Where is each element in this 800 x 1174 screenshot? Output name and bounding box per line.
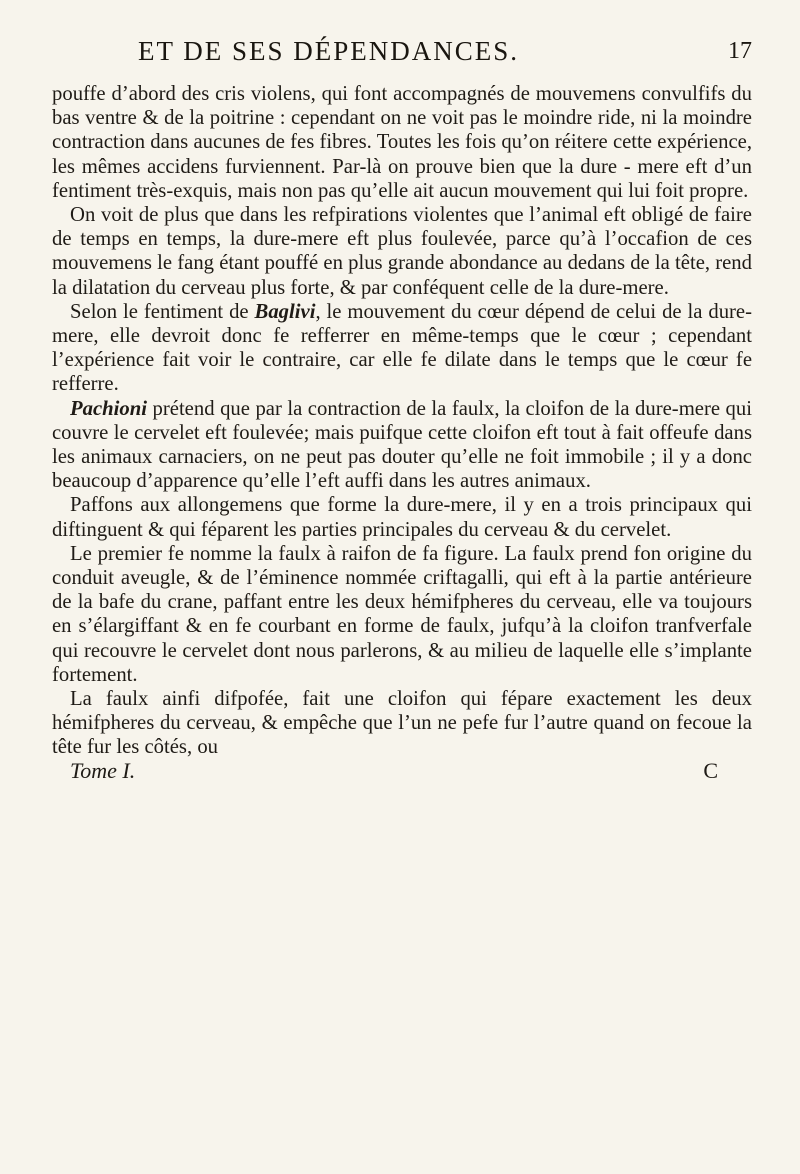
paragraph xyxy=(52,542,752,687)
paragraph-text: pouffe d’abord des cris violens, qui font accompagnés de mouvemens convulfifs du bas ventre & de la poitrine : cependant on ne voit pas le moindre ride, ni la moindre contraction dans aucunes de fes fibres. Toutes les fois qu’on réitere cette expérience, les mêmes accidens furviennent. Par-là on prouve bien que la dure - mere eft d’un fentiment très-exquis, mais non pas qu’elle ait aucun mouvement qui lui foit propre. xyxy=(52,83,752,202)
signature-mark: C xyxy=(703,757,718,783)
paragraph-text: Paffons aux allongemens que forme la dure-mere, il y en a trois principaux qui diftinguent & qui féparent les parties principales du cerveau & du cervelet. xyxy=(52,494,752,541)
book-page xyxy=(52,30,752,786)
page-header xyxy=(52,30,752,78)
paragraph xyxy=(52,687,752,760)
volume-mark: Tome I. xyxy=(70,757,136,783)
page-number: 17 xyxy=(728,38,752,64)
paragraph xyxy=(52,493,752,541)
paragraph-text: prétend que par la contraction de la faulx, la cloifon de la dure-mere qui couvre le cervelet eft foulevée; mais puifque cette cloifon eft tout à fait offeufe dans les animaux carnaciers, on ne peut pas douter qu’elle ne foit immobile ; il y a donc beaucoup d’apparence qu’elle l’eft auffi dans les autres animaux. xyxy=(52,397,752,493)
body-text xyxy=(52,82,752,760)
paragraph-text: Selon le fentiment de xyxy=(70,300,255,323)
paragraph xyxy=(52,397,752,494)
paragraph-text: Le premier fe nomme la faulx à raifon de fa figure. La faulx prend fon origine du conduit aveugle, & de l’éminence nommée criftagalli, qui eft à la partie antérieure de la bafe du crane, paffant entre les deux hémifpheres du cerveau, elle va toujours en s’élargiffant & en fe courbant en forme de faulx, jufqu’à la cloifon tranfverfale qui recouvre le cervelet dont nous parlerons, & au milieu de laquelle elle s’implante fortement. xyxy=(52,542,752,686)
author-name: Pachioni xyxy=(70,397,148,420)
paragraph-text: La faulx ainfi difpofée, fait une cloifon qui fépare exactement les deux hémifpheres du cerveau, & empêche que l’un ne pefe fur l’autre quand on fecoue la tête fur les côtés, ou xyxy=(52,688,752,759)
paragraph-text: On voit de plus que dans les refpirations violentes que l’animal eft obligé de faire de temps en temps, la dure-mere eft plus foulevée, parce qu’à l’occafion de ces mouvemens le fang étant pouffé en plus grande abondance au dedans de la tête, rend la dilatation du cerveau plus forte, & par conféquent celle de la dure-mere. xyxy=(52,204,752,299)
page-footer xyxy=(52,757,752,786)
paragraph xyxy=(52,82,752,203)
paragraph xyxy=(52,300,752,397)
paragraph xyxy=(52,203,752,300)
author-name: Baglivi xyxy=(254,300,316,323)
running-head: ET DE SES DÉPENDANCES. xyxy=(138,36,520,66)
paragraph-text: , le mouvement du cœur dépend de celui de la dure-mere, elle devroit donc fe refferrer en même-temps que le cœur ; cependant l’expérience fait voir le contraire, car elle fe dilate dans le temps que le cœur fe refferre. xyxy=(52,300,753,396)
